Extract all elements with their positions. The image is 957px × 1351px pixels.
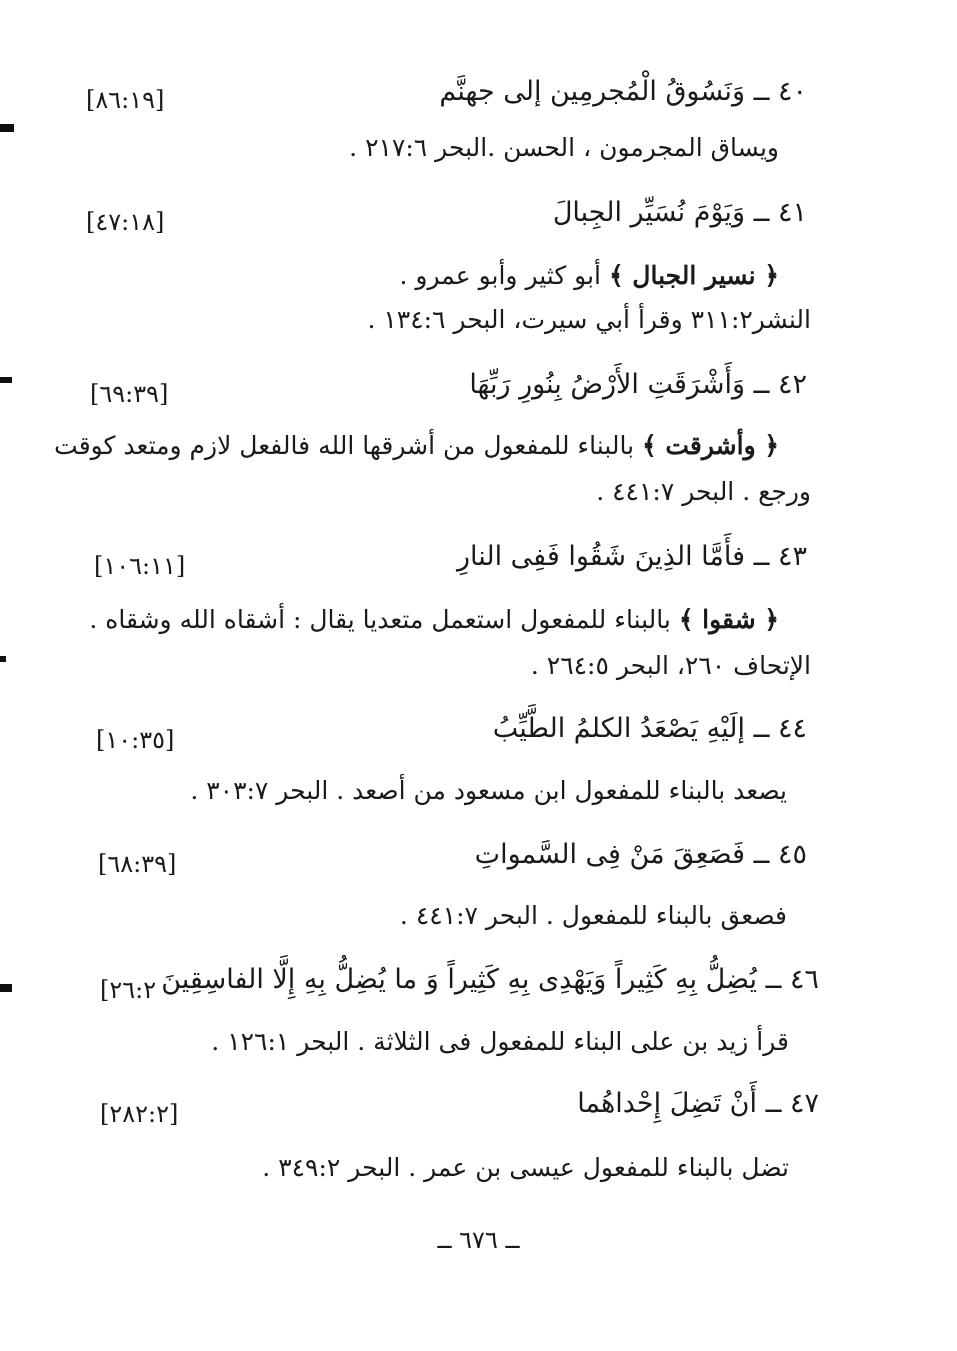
- commentary-line: يصعد بالبناء للمفعول ابن مسعود من أصعد . البحر ٣٠٣:٧ .: [190, 776, 787, 805]
- commentary-text: بالبناء للمفعول استعمل متعديا يقال : أشقاه الله وشقاه .: [89, 605, 679, 634]
- edge-mark: [0, 656, 6, 662]
- verse-45: ٤٥ ــ فَصَعِقَ مَنْ فِى السَّمواتِ: [474, 839, 807, 870]
- verse-47: ٤٧ ــ أَنْ تَضِلَ إِحْداهُما: [577, 1088, 819, 1119]
- verse-40: ٤٠ ــ وَنَسُوقُ الْمُجرمِين إلى جهنَّم: [439, 76, 807, 107]
- commentary-line: [400, 260, 779, 292]
- commentary-line: [89, 604, 779, 636]
- commentary-line: [54, 430, 779, 462]
- verse-46: ٤٦ ــ يُضِلُّ بِهِ كَثِيراً وَيَهْدِى بِهِ كَثِيراً وَ ما يُضِلُّ بِهِ إِلَّا الفاسِقِينَ: [161, 964, 819, 995]
- verse-ref-41: [٤٧:١٨]: [86, 208, 165, 236]
- verse-43: ٤٣ ــ فأَمَّا الذِينَ شَقُوا فَفِى النارِ: [456, 541, 807, 572]
- edge-mark: [0, 377, 12, 383]
- edge-mark: [0, 984, 12, 992]
- verse-ref-43: [١٠٦:١١]: [94, 552, 186, 580]
- commentary-line: قرأ زيد بن على البناء للمفعول فى الثلاثة . البحر ١٢٦:١ .: [211, 1027, 789, 1056]
- verse-ref-45: [٦٨:٣٩]: [98, 850, 177, 878]
- verse-41: ٤١ ــ وَيَوْمَ نُسَيِّر الجِبالَ: [552, 197, 807, 228]
- commentary-line: ويساق المجرمون ، الحسن .البحر ٢١٧:٦ .: [349, 133, 779, 162]
- verse-ref-42: [٦٩:٣٩]: [90, 380, 169, 408]
- commentary-text: أبو كثير وأبو عمرو .: [399, 261, 609, 290]
- verse-ref-46: [٢٦:٢: [100, 976, 157, 1004]
- commentary-line: فصعق بالبناء للمفعول . البحر ٤٤١:٧ .: [399, 901, 787, 930]
- page-number: ــ ٦٧٦ ــ: [437, 1226, 520, 1254]
- verse-ref-40: [٨٦:١٩]: [86, 86, 165, 114]
- commentary-text: بالبناء للمفعول من أشرقها الله فالفعل لازم ومتعد كوقت: [54, 431, 643, 460]
- commentary-line: ورجع . البحر ٤٤١:٧ .: [596, 477, 811, 506]
- commentary-line: النشر٣١١:٢ وقرأ أبي سيرت، البحر ١٣٤:٦ .: [367, 305, 811, 334]
- reading-highlight: ﴿ شقوا ﴾: [678, 605, 779, 634]
- verse-ref-47: [٢٨٢:٢]: [100, 1100, 179, 1128]
- reading-highlight: ﴿ نسير الجبال ﴾: [608, 261, 779, 290]
- commentary-line: تضل بالبناء للمفعول عيسى بن عمر . البحر ٣٤٩:٢ .: [262, 1153, 789, 1182]
- commentary-line: الإتحاف ٢٦٠، البحر ٢٦٤:٥ .: [530, 651, 811, 680]
- verse-42: ٤٢ ــ وَأَشْرَقَتِ الأَرْضُ بِنُورِ رَبِّهَا: [469, 369, 807, 400]
- edge-mark: [0, 124, 14, 132]
- reading-highlight: ﴿ وأشرقت ﴾: [642, 431, 779, 460]
- verse-44: ٤٤ ــ إلَيْهِ يَصْعَدُ الكلمُ الطَّيِّبُ: [492, 713, 807, 744]
- verse-ref-44: [١٠:٣٥]: [96, 726, 175, 754]
